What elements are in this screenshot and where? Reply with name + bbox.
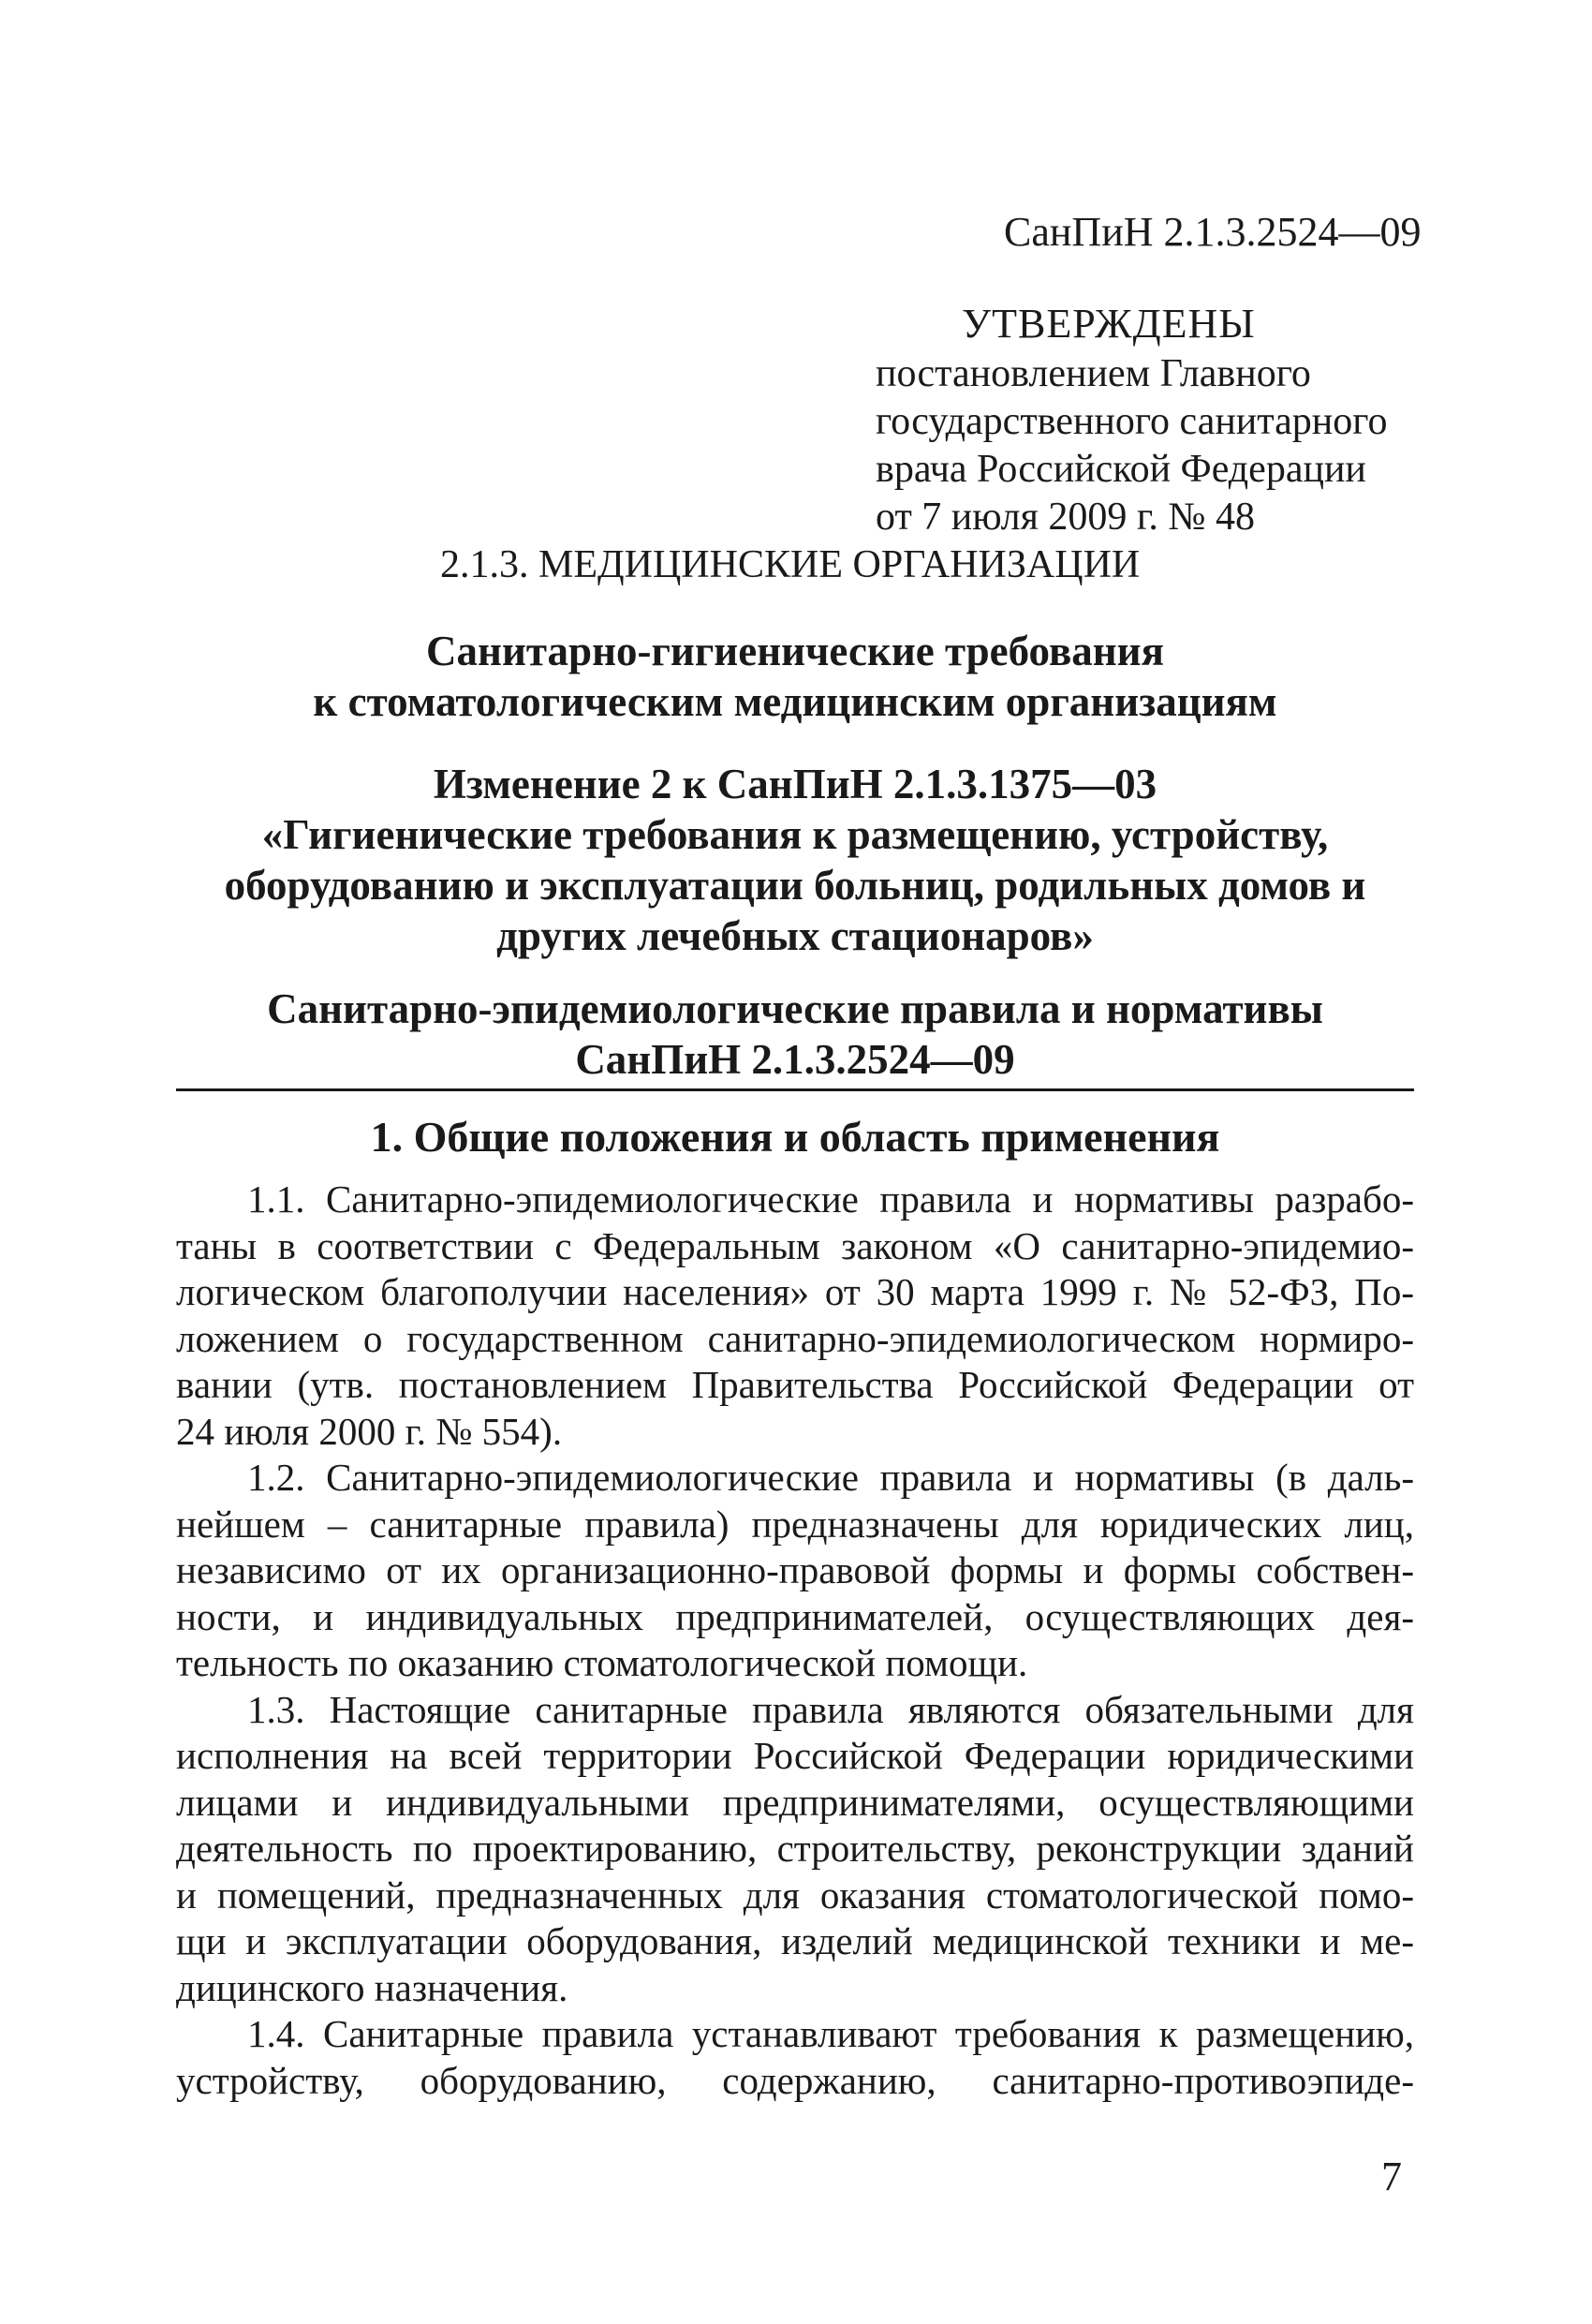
paragraph-line: лицами и индивидуальными предпринимателями, осуществляющими <box>176 1780 1414 1824</box>
paragraph-line: 1.2. Санитарно-эпидемиологические правила и нормативы (в даль- <box>247 1456 1414 1499</box>
rules-line: СанПиН 2.1.3.2524—09 <box>575 1036 1015 1083</box>
paragraph-1-4 <box>176 2011 1414 2104</box>
paragraph-1-1 <box>176 1177 1414 1455</box>
rules-line: Санитарно-эпидемиологические правила и нормативы <box>267 985 1323 1032</box>
paragraph-1-3 <box>176 1687 1414 2012</box>
approval-heading: УТВЕРЖДЕНЫ <box>962 301 1256 347</box>
paragraph-line: ности, и индивидуальных предпринимателей, осуществляющих дея- <box>176 1594 1414 1638</box>
document-title <box>176 626 1414 727</box>
amendment-heading <box>176 759 1414 961</box>
paragraph-line: вании (утв. постановлением Правительства Российской Федерации от <box>176 1363 1414 1406</box>
title-line: Санитарно-гигиенические требования <box>426 628 1164 674</box>
section-code: 2.1.3. МЕДИЦИНСКИЕ ОРГАНИЗАЦИИ <box>440 543 1141 586</box>
amendment-line: оборудованию и эксплуатации больниц, родильных домов и <box>224 862 1366 909</box>
rules-heading <box>176 984 1414 1085</box>
paragraph-line: ложением о государственном санитарно-эпидемиологическом нормиро- <box>176 1316 1414 1360</box>
section-heading: 1. Общие положения и область применения <box>370 1113 1220 1161</box>
paragraph-line: тельность по оказанию стоматологической помощи. <box>176 1641 1028 1684</box>
paragraph-line: дицинского назначения. <box>176 1965 568 2009</box>
paragraph-line: исполнения на всей территории Российской Федерации юридическими <box>176 1734 1414 1777</box>
paragraph-line: деятельность по проектированию, строительству, реконструкции зданий <box>176 1827 1414 1870</box>
horizontal-rule <box>176 1088 1414 1091</box>
approval-line: от 7 июля 2009 г. № 48 <box>876 496 1255 539</box>
paragraph-1-2 <box>176 1455 1414 1687</box>
page-number: 7 <box>1381 2154 1402 2199</box>
title-line: к стоматологическим медицинским организациям <box>313 678 1277 725</box>
approval-line: врача Российской Федерации <box>876 448 1366 491</box>
paragraph-line: логическом благополучии населения» от 30 марта 1999 г. № 52-ФЗ, По- <box>176 1270 1414 1313</box>
amendment-line: других лечебных стационаров» <box>496 912 1094 959</box>
amendment-line: «Гигиенические требования к размещению, устройству, <box>261 811 1329 858</box>
paragraph-line: и помещений, предназначенных для оказания стоматологической помо- <box>176 1873 1414 1917</box>
paragraph-line: таны в соответствии с Федеральным законом «О санитарно-эпидемио- <box>176 1223 1414 1267</box>
paragraph-line: нейшем – санитарные правила) предназначены для юридических лиц, <box>176 1502 1414 1546</box>
paragraph-line: 1.1. Санитарно-эпидемиологические правила и нормативы разрабо- <box>247 1177 1414 1221</box>
paragraph-line: 1.3. Настоящие санитарные правила являются обязательными для <box>247 1687 1414 1731</box>
paragraph-line: щи и эксплуатации оборудования, изделий медицинской техники и ме- <box>176 1919 1414 1962</box>
document-code: СанПиН 2.1.3.2524—09 <box>1004 209 1422 255</box>
body-text <box>176 1177 1414 2104</box>
approval-line: государственного санитарного <box>876 400 1388 443</box>
paragraph-line: 24 июля 2000 г. № 554). <box>176 1409 563 1453</box>
paragraph-line: устройству, оборудованию, содержанию, санитарно-противоэпиде- <box>176 2058 1414 2102</box>
paragraph-line: независимо от их организационно-правовой формы и формы собствен- <box>176 1548 1414 1591</box>
approval-line: постановлением Главного <box>876 352 1311 395</box>
approval-block <box>876 298 1475 541</box>
amendment-line: Изменение 2 к СанПиН 2.1.3.1375—03 <box>433 761 1157 807</box>
paragraph-line: 1.4. Санитарные правила устанавливают требования к размещению, <box>247 2012 1414 2055</box>
